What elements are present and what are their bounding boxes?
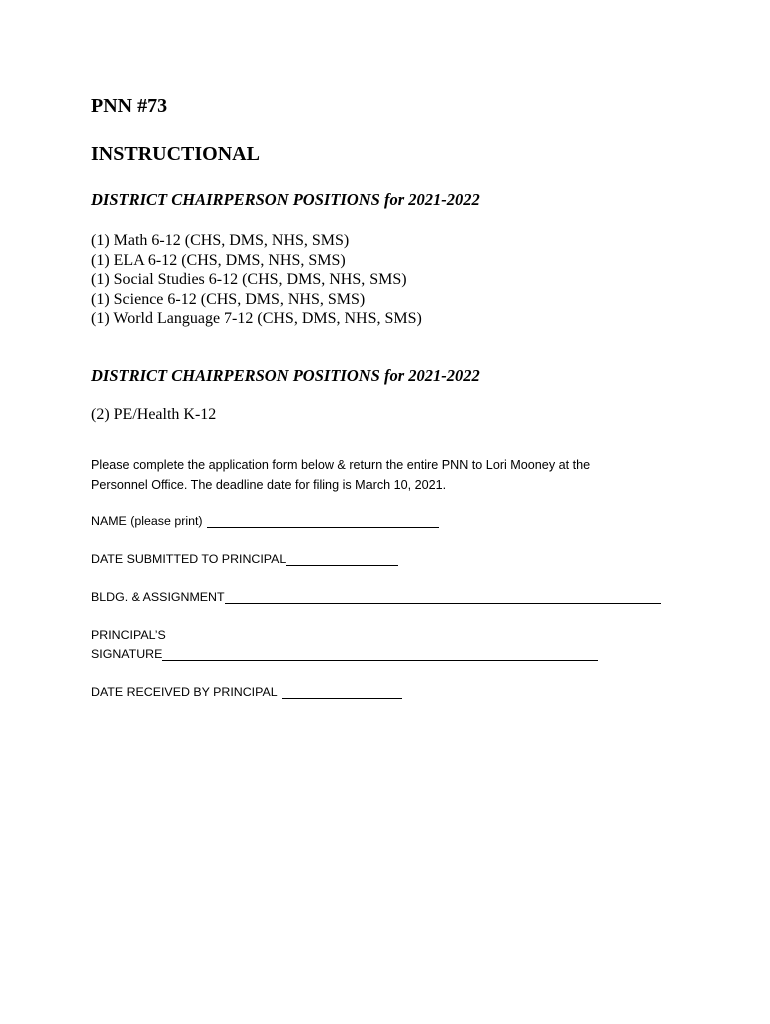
principal-signature-label-line1: PRINCIPAL’S xyxy=(91,628,166,642)
bldg-assignment-label: BLDG. & ASSIGNMENT xyxy=(91,590,225,604)
pnn-number-heading: PNN #73 xyxy=(91,95,168,117)
date-received-label: DATE RECEIVED BY PRINCIPAL xyxy=(91,685,278,699)
principal-signature-field[interactable] xyxy=(91,626,598,664)
position-item: (1) ELA 6-12 (CHS, DMS, NHS, SMS) xyxy=(91,251,346,269)
principal-signature-label-line2: SIGNATURE xyxy=(91,647,163,661)
instructions-paragraph xyxy=(91,455,671,495)
category-heading: INSTRUCTIONAL xyxy=(91,143,260,165)
bldg-assignment-field[interactable] xyxy=(91,588,661,607)
date-received-field[interactable] xyxy=(91,683,402,702)
instructions-line: Personnel Office. The deadline date for filing is March 10, 2021. xyxy=(91,478,447,492)
date-submitted-field[interactable] xyxy=(91,550,398,569)
section2-position-item: (2) PE/Health K-12 xyxy=(91,406,217,423)
section1-heading: DISTRICT CHAIRPERSON POSITIONS for 2021-2022 xyxy=(91,190,480,209)
section1-position-list xyxy=(91,231,422,329)
position-item: (1) World Language 7-12 (CHS, DMS, NHS, SMS) xyxy=(91,310,422,327)
section2-heading: DISTRICT CHAIRPERSON POSITIONS for 2021-2022 xyxy=(91,366,480,385)
position-item: (1) Social Studies 6-12 (CHS, DMS, NHS, SMS) xyxy=(91,271,407,288)
name-field-label: NAME (please print) xyxy=(91,514,203,528)
instructions-line: Please complete the application form below & return the entire PNN to Lori Mooney at the xyxy=(91,458,591,472)
date-submitted-label: DATE SUBMITTED TO PRINCIPAL xyxy=(91,552,287,566)
principal-signature-line[interactable] xyxy=(162,646,598,661)
name-field-line[interactable] xyxy=(207,513,439,528)
date-submitted-line[interactable] xyxy=(286,551,398,566)
name-field[interactable] xyxy=(91,512,439,531)
bldg-assignment-line[interactable] xyxy=(225,589,661,604)
date-received-line[interactable] xyxy=(282,684,402,699)
position-item: (1) Math 6-12 (CHS, DMS, NHS, SMS) xyxy=(91,232,350,249)
position-item: (1) Science 6-12 (CHS, DMS, NHS, SMS) xyxy=(91,290,366,308)
